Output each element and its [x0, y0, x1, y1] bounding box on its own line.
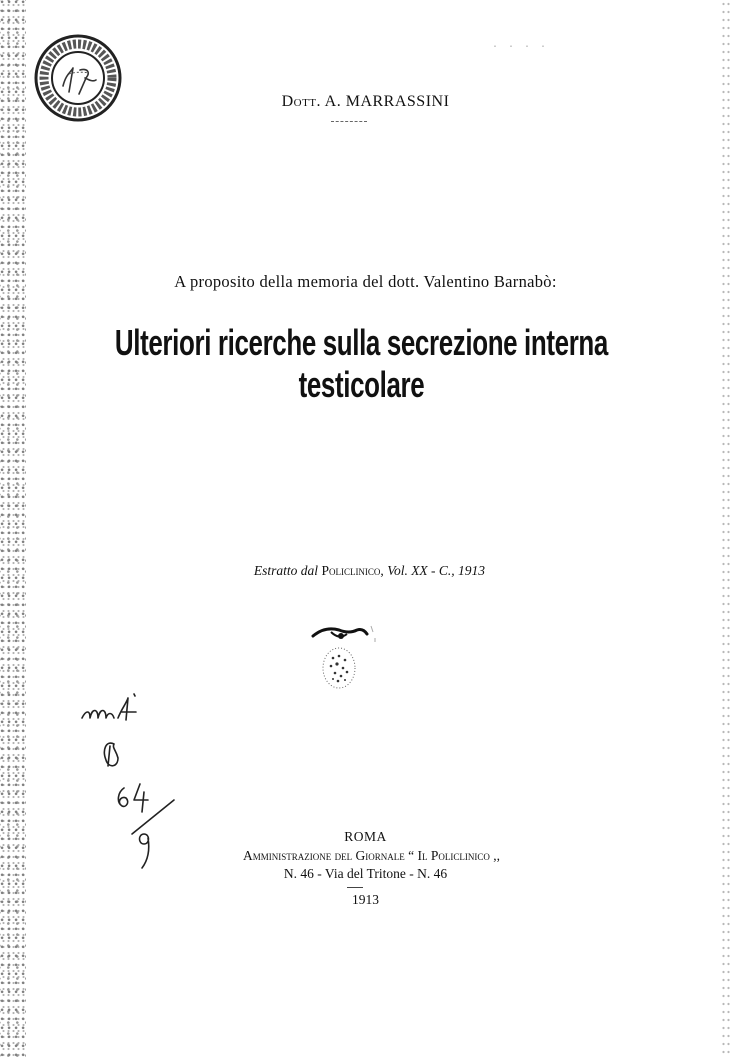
subtitle: A proposito della memoria del dott. Valentino Barnabò:	[174, 272, 557, 291]
author-prefix: Dott.	[281, 93, 322, 110]
author-name: A. MARRASSINI	[324, 93, 450, 110]
imprint-publisher: Amministrazione del Giornale “ Il Policlinico ,,	[243, 848, 500, 863]
extract-suffix: Vol. XX - C., 1913	[387, 563, 486, 578]
printer-emblem-icon	[305, 618, 385, 698]
faint-mark-top-right: · · · ·	[492, 42, 549, 53]
author-line	[0, 93, 731, 111]
author-divider	[331, 121, 367, 122]
extract-journal: Policlinico,	[321, 563, 384, 578]
imprint-divider	[347, 887, 363, 888]
extract-prefix: Estratto dal	[253, 563, 319, 578]
page-title: Ulteriori ricerche sulla secrezione interna testicolare	[114, 322, 608, 405]
library-stamp	[33, 28, 123, 128]
imprint-city: ROMA	[344, 829, 387, 844]
imprint-year: 1913	[352, 892, 379, 907]
extract-line	[0, 563, 731, 579]
imprint-address: N. 46 - Via del Tritone - N. 46	[283, 866, 448, 881]
